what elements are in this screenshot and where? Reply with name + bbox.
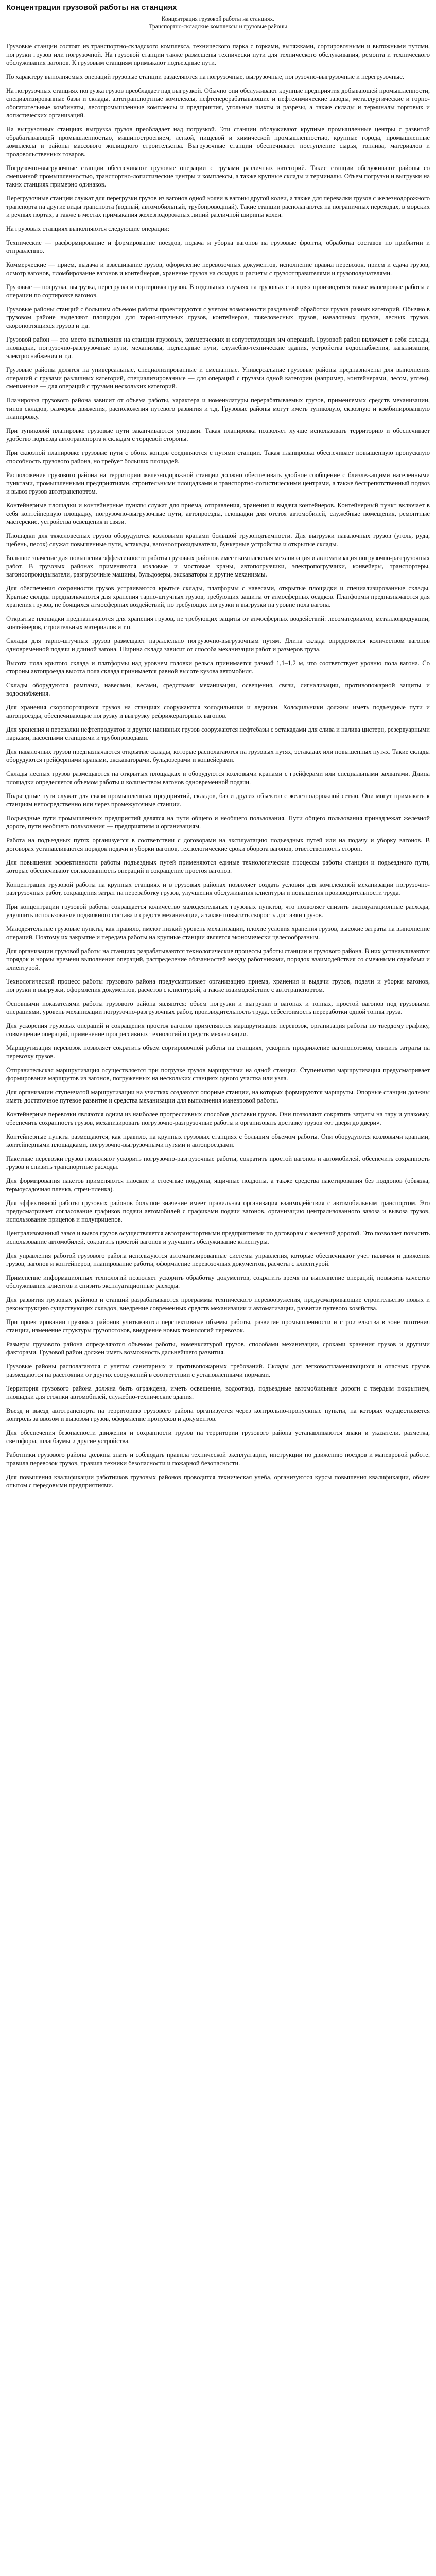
body-paragraph: Размеры грузового района определяются объемом работы, номенклатурой грузов, способами механизации, сроками хранения грузов и другими факторами. Грузовой район должен иметь возможность дальнейшего развития. [6,1341,430,1356]
body-paragraph: Для хранения и перевалки нефтепродуктов и других наливных грузов сооружаются нефтебазы с эстакадами для слива и налива цистерн, резервуарными парками, насосными станциями и трубопроводами. [6,726,430,741]
body-paragraph: Маршрутизация перевозок позволяет сократить объем сортировочной работы на станциях, ускорить продвижение вагонопотоков, снизить затраты на перевозку грузов. [6,1044,430,1060]
document-subtitle: Концентрация грузовой работы на станциях. [161,16,275,22]
body-paragraph: Работа на подъездных путях организуется в соответствии с договорами на эксплуатацию подъездных путей или на подачу и уборку вагонов. В договорах устанавливаются порядок подачи и уборки вагонов, технологические сроки оборота вагонов, ответственность сторон. [6,837,430,852]
body-paragraph: Для формирования пакетов применяются плоские и стоечные поддоны, ящичные поддоны, а также средства пакетирования без поддонов (обвязка, термоусадочная пленка, стреч-пленка). [6,1177,430,1193]
body-paragraph: По характеру выполняемых операций грузовые станции разделяются на погрузочные, выгрузочные, погрузочно-выгрузочные и перегрузочные. [6,73,404,80]
body-paragraph: Для ускорения грузовых операций и сокращения простоя вагонов применяются маршрутизация перевозок, организация работы по твердому графику, совмещение операций, применение прогрессивных технологий и средств механизации. [6,1022,430,1038]
body-paragraph: Для организации ступенчатой маршрутизации на участках создаются опорные станции, на которых формируются маршруты. Опорные станции должны иметь достаточное путевое развитие и средства механизации для выполнения маневровой работы. [6,1089,430,1104]
body-paragraph: Перегрузочные станции служат для перегрузки грузов из вагонов одной колеи в вагоны другой колеи, а также для перевалки грузов с железнодорожного транспорта на другие виды транспорта (водный, автомобильный, трубопроводный). Такие станции располагаются на пограничных переходах, в морских и речных портах, а также в местах примыкания железнодорожных линий различной ширины колеи. [6,195,430,218]
body-paragraph: Контейнерные пункты размещаются, как правило, на крупных грузовых станциях с большим объемом работы. Они оборудуются козловыми кранами, контейнерными площадками, погрузочно-выгрузочными путями и автопроездами. [6,1133,430,1148]
body-paragraph: Высота пола крытого склада и платформы над уровнем головки рельса принимается равной 1,1–1,2 м, что соответствует уровню пола вагона. Со стороны автопроезда высота пола склада принимается равной высоте кузова автомобиля. [6,659,430,675]
body-paragraph: Грузовые — погрузка, выгрузка, перегрузка и сортировка грузов. В отдельных случаях на грузовых станциях производятся также маневровые работы и операции по сортировке вагонов. [6,283,430,299]
body-paragraph: Склады лесных грузов размещаются на открытых площадках и оборудуются козловыми кранами с грейферами или специальными захватами. Длина площадки определяется объемом работы и количеством вагонов одновременной подачи. [6,770,430,786]
body-paragraph: Для повышения квалификации работников грузовых районов проводится техническая учеба, организуются курсы повышения квалификации, обмен опытом с передовыми предприятиями. [6,1473,430,1489]
body-paragraph: Контейнерные площадки и контейнерные пункты служат для приема, отправления, хранения и выдачи контейнеров. Контейнерный пункт включает в себя контейнерную площадку, погрузочно-выгрузочные пути, автопроезды, площадки для отстоя автомобилей, служебные помещения, ремонтные мастерские, устройства освещения и связи. [6,502,430,526]
body-paragraph: Расположение грузового района на территории железнодорожной станции должно обеспечивать удобное сообщение с близлежащими населенными пунктами, промышленными предприятиями, строительными площадками и транспортно-логистическими центрами, а также беспрепятственный подвоз и вывоз грузов автотранспортом. [6,471,430,495]
body-paragraph: Грузовые районы располагаются с учетом санитарных и противопожарных требований. Склады для легковоспламеняющихся и опасных грузов размещаются на расстоянии от других сооружений в соответствии с установленными нормами. [6,1363,430,1378]
body-paragraph: При тупиковой планировке грузовые пути заканчиваются упорами. Такая планировка позволяет лучше использовать территорию и обеспечивает удобство подъезда автотранспорта к складам с торцевой стороны. [6,427,430,443]
body-paragraph: Планировка грузового района зависит от объема работы, характера и номенклатуры перерабатываемых грузов, применяемых средств механизации, типов складов, размеров движения, расположения путевого развития и т.д. Грузовые районы могут иметь тупиковую, сквозную и комбинированную планировку. [6,397,430,420]
body-paragraph: Для развития грузовых районов и станций разрабатываются программы технического перевооружения, предусматривающие строительство новых и реконструкцию существующих складов, внедрение современных средств механизации и автоматизации, развитие путевого хозяйства. [6,1296,430,1312]
body-paragraph: Грузовые районы станций с большим объемом работы проектируются с учетом возможности раздельной обработки грузов разных категорий. Обычно в грузовом районе выделяют площадки для тарно-штучных грузов, контейнеров, тяжеловесных грузов, навалочных грузов, лесных грузов, скоропортящихся грузов и т.д. [6,306,430,329]
body-paragraph: Грузовые станции состоят из транспортно-складского комплекса, технического парка с горками, вытяжками, сортировочными и вытяжными путями, погрузки грузов или погрузочной. На грузовой станции также размещены технически пути для технического обслуживания, ремонта и технического обслуживания вагонов. К грузовым станциям примыкают подъездные пути. [6,43,430,66]
body-paragraph: Для обеспечения безопасности движения и сохранности грузов на территории грузового района устанавливаются знаки и указатели, разметка, светофоры, шлагбаумы и другие устройства. [6,1429,430,1445]
body-paragraph: Малодеятельные грузовые пункты, как правило, имеют низкий уровень механизации, плохие условия хранения грузов, высокие затраты на выполнение операций. Поэтому их закрытие и передача работы на крупные станции является экономически целесообразным. [6,925,430,941]
body-paragraph: Для хранения скоропортящихся грузов на станциях сооружаются холодильники и ледники. Холодильники должны иметь подъездные пути и автопроезды, обеспечивающие погрузку и выгрузку рефрижераторных вагонов. [6,704,430,719]
body-paragraph: Концентрация грузовой работы на крупных станциях и в грузовых районах позволяет создать условия для комплексной механизации погрузочно-разгрузочных работ, сокращения затрат на переработку грузов, улучшения обслуживания клиентуры и повышения производительности труда. [6,881,430,896]
body-paragraph: Территория грузового района должна быть ограждена, иметь освещение, водоотвод, подъездные автомобильные дороги с твердым покрытием, площадки для стоянки автомобилей, служебно-технические здания. [6,1385,430,1400]
body-paragraph: При сквозной планировке грузовые пути с обоих концов соединяются с путями станции. Такая планировка обеспечивает повышенную пропускную способность грузового района, но требует больших площадей. [6,449,430,465]
body-paragraph: Коммерческие — прием, выдача и взвешивание грузов, оформление перевозочных документов, исполнение правил перевозок, прием и сдача грузов, осмотр вагонов, пломбирование вагонов и контейнеров, хранение грузов на складах и расчеты с грузоотправителями и грузополучателями. [6,261,430,277]
body-paragraph: На погрузочных станциях погрузка грузов преобладает над выгрузкой. Обычно они обслуживают крупные предприятия добывающей промышленности, специализированные базы и склады, автотранспортные комплексы, нефтеперерабатывающие и нефтехимические заводы, металлургические и горно-обогатительные комбинаты, лесопромышленные комплексы и предприятия, угольные шахты и разрезы, а также склады и терминалы торговых и логистических организаций. [6,87,430,119]
document-section-heading: Транспортно-складские комплексы и грузовые районы [149,24,287,30]
body-paragraph: Отправительская маршрутизация осуществляется при погрузке грузов маршрутами на одной станции. Ступенчатая маршрутизация предусматривает формирование маршрутов из вагонов, погруженных на нескольких станциях одного участка или узла. [6,1066,430,1082]
body-paragraph: Технологический процесс работы грузового района предусматривает организацию приема, хранения и выдачи грузов, подачи и уборки вагонов, погрузки и выгрузки, оформления документов, расчетов с клиентурой, а также взаимодействие с автотранспортом. [6,978,430,993]
body-paragraph: Открытые площадки предназначаются для хранения грузов, не требующих защиты от атмосферных воздействий: лесоматериалов, металлопродукции, контейнеров, строительных материалов и т.п. [6,615,430,631]
document-body [6,42,430,1489]
body-paragraph: Пакетные перевозки грузов позволяют ускорить погрузочно-разгрузочные работы, сократить простой вагонов и автомобилей, обеспечить сохранность грузов и снизить транспортные расходы. [6,1155,430,1171]
body-paragraph: На выгрузочных станциях выгрузка грузов преобладает над погрузкой. Эти станции обслуживают крупные промышленные центры с развитой обрабатывающей промышленностью, машиностроением, легкой, пищевой и химической промышленностью, крупные города, промышленные комплексы и районы массового жилищного строительства. Выгрузочные станции обеспечивают поступление сырья, топлива, материалов и продовольственных товаров. [6,126,430,158]
body-paragraph: Для навалочных грузов предназначаются открытые склады, которые располагаются на грузовых путях, эстакадах или повышенных путях. Такие склады оборудуются грейферными кранами, экскаваторами, бульдозерами и конвейерами. [6,748,430,764]
body-paragraph: Для организации грузовой работы на станциях разрабатываются технологические процессы работы станции и грузового района. В них устанавливаются порядок и нормы времени выполнения операций, распределение обязанностей между работниками, порядок взаимодействия со смежными службами и клиентурой. [6,947,430,971]
body-paragraph: Склады оборудуются рампами, навесами, весами, средствами механизации, освещения, связи, сигнализации, противопожарной защиты и водоснабжения. [6,682,430,697]
body-paragraph: Подъездные пути промышленных предприятий делятся на пути общего и необщего пользования. Пути общего пользования принадлежат железной дороге, пути необщего пользования — предприятиям и организациям. [6,815,430,830]
body-paragraph: Контейнерные перевозки являются одним из наиболее прогрессивных способов доставки грузов. Они позволяют сократить затраты на тару и упаковку, обеспечить сохранность грузов, механизировать погрузочно-разгрузочные работы и организовать доставку грузов «от двери до двери». [6,1111,430,1126]
page-title: Концентрация грузовой работы на станциях [6,3,177,12]
body-paragraph: Работники грузового района должны знать и соблюдать правила технической эксплуатации, инструкции по движению поездов и маневровой работе, правила перевозок грузов, правила техники безопасности и пожарной безопасности. [6,1451,430,1467]
body-paragraph: Для обеспечения сохранности грузов устраиваются крытые склады, платформы с навесами, открытые площадки и специализированные склады. Крытые склады предназначаются для хранения тарно-штучных грузов, требующих защиты от атмосферных осадков. Платформы предназначаются для хранения грузов, не боящихся атмосферных воздействий, но требующих погрузки и выгрузки на уровне пола вагона. [6,585,430,608]
body-paragraph: На грузовых станциях выполняются следующие операции: [6,225,170,232]
body-paragraph: Погрузочно-выгрузочные станции обеспечивают грузовые операции с грузами различных категорий. Такие станции обслуживают районы со смешанной промышленностью, транспортно-логистические центры и комплексы, а также крупные склады и терминалы. Объем погрузки и выгрузки на таких станциях примерно одинаков. [6,164,430,188]
body-paragraph: Для эффективной работы грузовых районов большое значение имеет правильная организация взаимодействия с автомобильным транспортом. Это предусматривает согласование графиков подачи автомобилей с графиками подачи вагонов, организацию централизованного завоза и вывоза грузов, использование прицепов и полуприцепов. [6,1199,430,1223]
body-paragraph: Технические — расформирование и формирование поездов, подача и уборка вагонов на грузовые фронты, обработка составов по прибытии и отправлению. [6,239,430,255]
body-paragraph: Большое значение для повышения эффективности работы грузовых районов имеет комплексная механизация и автоматизация погрузочно-разгрузочных работ. В грузовых районах применяются козловые и мостовые краны, автопогрузчики, электропогрузчики, конвейеры, транспортеры, вагоноопрокидыватели, разгрузочные машины, бульдозеры, экскаваторы и другие механизмы. [6,554,430,578]
body-paragraph: Въезд и выезд автотранспорта на территорию грузового района организуется через контрольно-пропускные пункты, на которых осуществляется контроль за ввозом и вывозом грузов, оформление пропусков и документов. [6,1407,430,1422]
body-paragraph: Применение информационных технологий позволяет ускорить обработку документов, сократить время на выполнение операций, повысить качество обслуживания клиентов и снизить эксплуатационные расходы. [6,1274,430,1290]
body-paragraph: Основными показателями работы грузового района являются: объем погрузки и выгрузки в вагонах и тоннах, простой вагонов под грузовыми операциями, уровень механизации погрузочно-разгрузочных работ, производительность труда, себестоимость переработки одной тонны груза. [6,1000,430,1015]
body-paragraph: Грузовые районы делятся на универсальные, специализированные и смешанные. Универсальные грузовые районы предназначены для выполнения операций с грузами различных категорий, специализированные — для операций с грузами одной категории (например, контейнерами, лесом, углем), смешанные — для операций с грузами нескольких категорий. [6,366,430,390]
body-paragraph: Для управления работой грузового района используются автоматизированные системы управления, которые обеспечивают учет наличия и движения грузов, вагонов и контейнеров, планирование работы, оформление перевозочных документов, расчеты с клиентурой. [6,1252,430,1267]
body-paragraph: Площадки для тяжеловесных грузов оборудуются козловыми кранами большой грузоподъемности. Для выгрузки навалочных грузов (уголь, руда, щебень, песок) служат повышенные пути, эстакады, вагоноопрокидыватели, бункерные устройства и открытые склады. [6,532,430,548]
body-paragraph: Грузовой район — это место выполнения на станции грузовых, коммерческих и сопутствующих им операций. Грузовой район включает в себя склады, площадки, погрузочно-разгрузочные пути, механизмы, подъездные пути, служебно-технические здания, устройства водоснабжения, канализации, электроснабжения и т.д. [6,336,430,360]
body-paragraph: Централизованный завоз и вывоз грузов осуществляется автотранспортными предприятиями по договорам с железной дорогой. Это позволяет повысить использование автомобилей, сократить простой вагонов и улучшить обслуживание клиентуры. [6,1230,430,1245]
body-paragraph: Подъездные пути служат для связи промышленных предприятий, складов, баз и других объектов с железнодорожной сетью. Они могут примыкать к станциям непосредственно или через промежуточные станции. [6,792,430,808]
body-paragraph: Склады для тарно-штучных грузов размещают параллельно погрузочно-выгрузочным путям. Длина склада определяется количеством вагонов одновременной подачи и длиной вагона. Ширина склада зависит от способа механизации работ и размеров груза. [6,637,430,653]
body-paragraph: Для повышения эффективности работы подъездных путей применяются единые технологические процессы работы станции и подъездного пути, которые обеспечивают согласованность операций и сокращение простоя вагонов. [6,859,430,874]
body-paragraph: При проектировании грузовых районов учитываются перспективные объемы работы, развитие промышленности и строительства в зоне тяготения станции, изменение структуры грузопотоков, внедрение новых технологий перевозок. [6,1318,430,1334]
body-paragraph: При концентрации грузовой работы сокращается количество малодеятельных грузовых пунктов, что позволяет снизить эксплуатационные расходы, улучшить использование подвижного состава и средств механизации, а также повысить скорость доставки грузов. [6,903,430,919]
